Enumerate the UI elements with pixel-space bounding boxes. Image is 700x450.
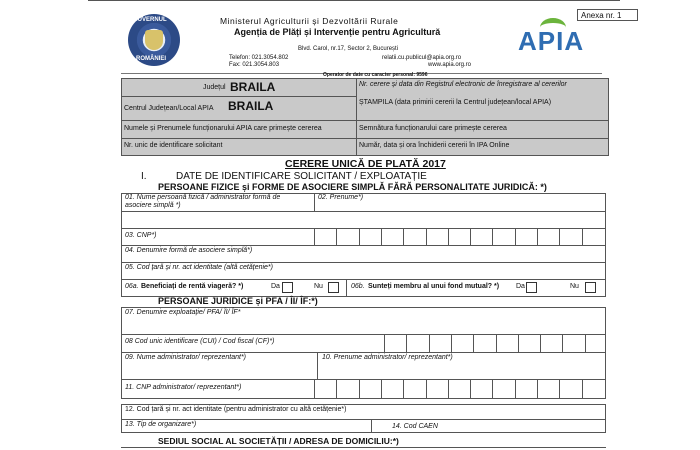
individuals-heading: PERSOANE FIZICE și FORME DE ASOCIERE SIMPLĂ FĂRĂ PERSONALITATE JURIDICĂ: *) <box>158 182 547 192</box>
digit-box-separator <box>559 228 560 246</box>
ipa-number-cell[interactable]: Număr, data și ora închiderii cererii în IPA Online <box>356 138 609 156</box>
operator-note: Operator de date cu caracter personal: 9596 <box>323 72 428 78</box>
digit-box-separator <box>403 379 404 399</box>
digit-box-separator <box>359 379 360 399</box>
annex-label: Anexa nr. 1 <box>577 9 638 21</box>
officer-name-cell[interactable]: Numele și Prenumele funcționarului APIA care primește cererea <box>121 120 357 139</box>
bottom-rule <box>121 447 606 448</box>
digit-box-separator <box>585 334 586 353</box>
cnp-field[interactable] <box>121 228 606 246</box>
digit-box-separator <box>515 228 516 246</box>
digit-box-separator <box>537 379 538 399</box>
digit-box-separator <box>406 334 407 353</box>
center-value: BRAILA <box>228 99 274 113</box>
digit-box-separator <box>336 379 337 399</box>
fund-no-checkbox[interactable] <box>585 282 596 293</box>
digit-box-separator <box>470 228 471 246</box>
digit-box-separator <box>496 334 497 353</box>
agency-name: Agenția de Plăți și Intervenție pentru Agricultură <box>234 27 441 37</box>
digit-box-separator <box>559 379 560 399</box>
digit-box-separator <box>403 228 404 246</box>
section-number: I. <box>141 171 147 182</box>
digit-box-separator <box>518 334 519 353</box>
digit-box-separator <box>336 228 337 246</box>
digit-box-separator <box>540 334 541 353</box>
county-value: BRAILA <box>230 80 276 94</box>
section-title: DATE DE IDENTIFICARE SOLICITANT / EXPLOATAȚIE <box>176 171 427 182</box>
legal-entities-heading: PERSOANE JURIDICE și PFA / ÎI/ ÎF:*) <box>158 296 318 306</box>
seal-text-bottom: ROMÂNIEI <box>136 56 166 62</box>
digit-box-separator <box>429 334 430 353</box>
digit-box-separator <box>448 228 449 246</box>
digit-box-separator <box>515 379 516 399</box>
coat-of-arms-icon <box>145 30 163 50</box>
digit-box-separator <box>448 379 449 399</box>
apia-logo: APIA <box>518 26 585 56</box>
digit-box-separator <box>562 334 563 353</box>
address: Blvd. Carol, nr.17, Sector 2, București <box>298 46 399 52</box>
digit-box-separator <box>426 379 427 399</box>
digit-box-separator <box>314 228 315 246</box>
email: relatii.cu.publicul@apia.org.ro <box>382 55 462 61</box>
county-cell[interactable]: Județul BRAILA <box>121 78 357 97</box>
seal-text-top: GUVERNUL <box>133 17 167 23</box>
form-title: CERERE UNICĂ DE PLATĂ 2017 <box>285 158 446 170</box>
phone: Telefon: 021.3054.802 <box>229 55 289 61</box>
center-cell[interactable]: Centrul Județean/Local APIA BRAILA <box>121 96 357 121</box>
registered-seat-heading: SEDIUL SOCIAL AL SOCIETĂȚII / ADRESA DE DOMICILIU:*) <box>158 436 399 446</box>
digit-box-separator <box>384 334 385 353</box>
digit-box-separator <box>492 228 493 246</box>
digit-box-separator <box>314 379 315 399</box>
digit-box-separator <box>381 379 382 399</box>
digit-box-separator <box>381 228 382 246</box>
rent-yes-checkbox[interactable] <box>282 282 293 293</box>
rent-no-checkbox[interactable] <box>328 282 339 293</box>
digit-box-separator <box>473 334 474 353</box>
registry-grid <box>121 78 609 156</box>
digit-box-separator <box>359 228 360 246</box>
fund-yes-checkbox[interactable] <box>526 282 537 293</box>
officer-signature-cell[interactable]: Semnătura funcționarului care primește cererea <box>356 120 609 139</box>
digit-box-separator <box>582 228 583 246</box>
digit-box-separator <box>492 379 493 399</box>
digit-box-separator <box>537 228 538 246</box>
digit-box-separator <box>426 228 427 246</box>
digit-box-separator <box>451 334 452 353</box>
digit-box-separator <box>582 379 583 399</box>
name-input[interactable] <box>121 211 606 229</box>
registry-stamp-cell[interactable]: Nr. cerere și data din Registrul electronic de înregistrare al cererilor ȘTAMPILA (data primirii cererii la Centrul județean/local APIA) <box>356 78 609 121</box>
ministry-name: Ministerul Agriculturii și Dezvoltării Rurale <box>220 16 399 26</box>
digit-box-separator <box>470 379 471 399</box>
website: www.apia.org.ro <box>428 62 472 68</box>
top-rule <box>88 0 620 1</box>
fax: Fax: 021.3054.803 <box>229 62 280 68</box>
applicant-id-cell[interactable]: Nr. unic de identificare solicitant <box>121 138 357 156</box>
